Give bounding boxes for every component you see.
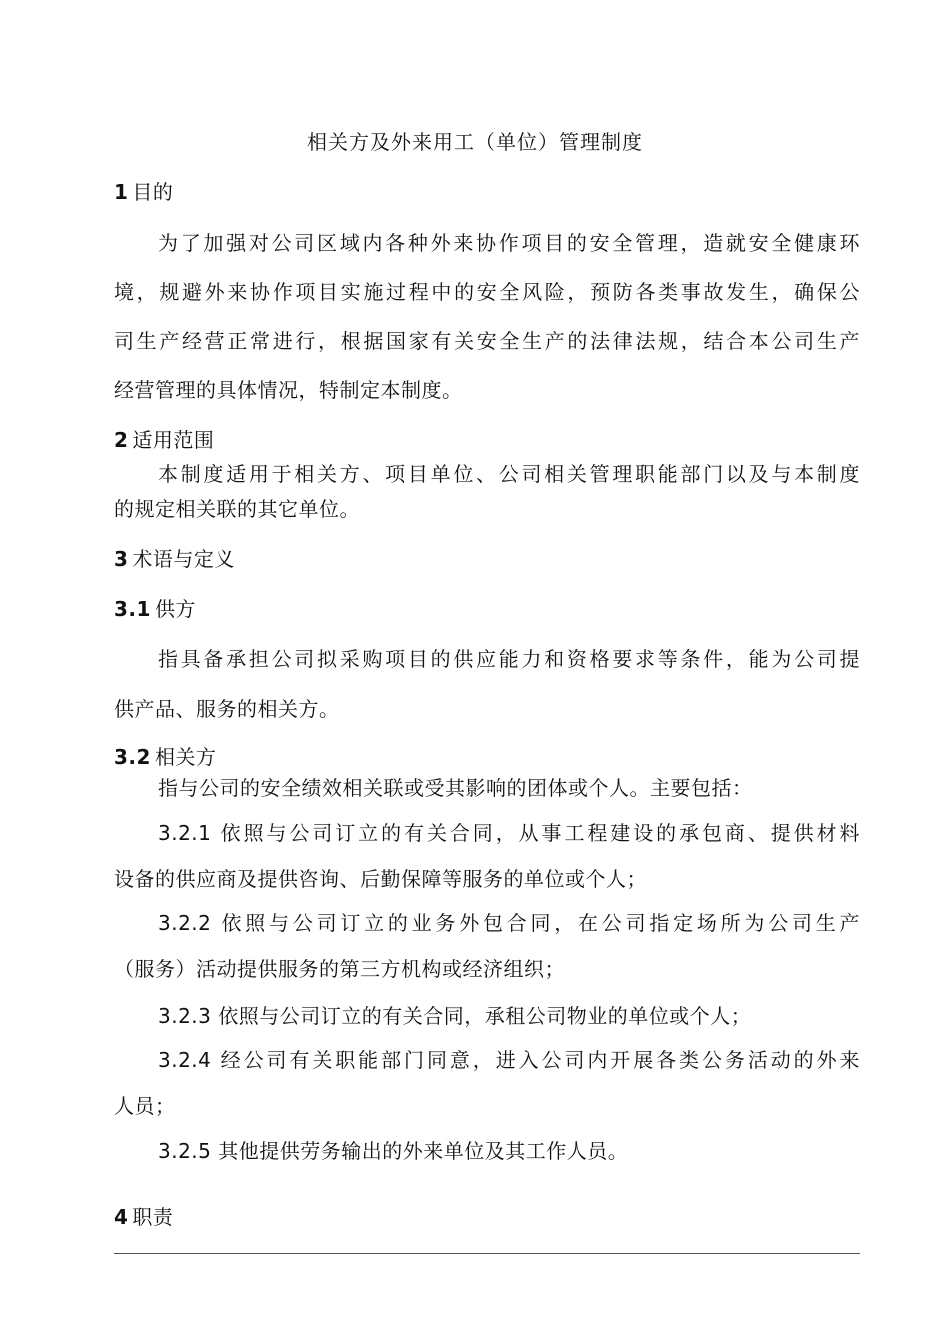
section-number: 1: [114, 180, 129, 204]
section-title: 术语与定义: [132, 547, 235, 571]
paragraph-line: 指与公司的安全绩效相关联或受其影响的团体或个人。主要包括：: [158, 776, 753, 800]
section-heading-1: [114, 180, 860, 204]
paragraph-line: 司生产经营正常进行，根据国家有关安全生产的法律法规，结合本公司生产: [114, 329, 860, 353]
section-title: 供方: [154, 597, 196, 621]
paragraph-line: 3.2.4 经公司有关职能部门同意，进入公司内开展各类公务活动的外来: [158, 1048, 860, 1072]
paragraph-line: 为了加强对公司区域内各种外来协作项目的安全管理，造就安全健康环: [158, 231, 860, 255]
section-title: 职责: [132, 1205, 174, 1229]
section-number: 3.2: [114, 745, 151, 769]
section-heading-4: [114, 1205, 860, 1229]
section-number: 2: [114, 428, 129, 452]
paragraph-line: 本制度适用于相关方、项目单位、公司相关管理职能部门以及与本制度: [158, 462, 860, 486]
paragraph-line: 设备的供应商及提供咨询、后勤保障等服务的单位或个人；: [114, 867, 647, 891]
section-heading-3: [114, 547, 860, 571]
section-title: 目的: [132, 180, 174, 204]
paragraph-line: 3.2.1 依照与公司订立的有关合同，从事工程建设的承包商、提供材料: [158, 821, 860, 845]
paragraph-line: 3.2.3 依照与公司订立的有关合同，承租公司物业的单位或个人；: [158, 1004, 752, 1028]
paragraph-line: 3.2.5 其他提供劳务输出的外来单位及其工作人员。: [158, 1139, 629, 1163]
section-heading-3-2: [114, 745, 860, 769]
paragraph-line: 供产品、服务的相关方。: [114, 697, 340, 721]
section-heading-3-1: [114, 597, 860, 621]
section-number: 3.1: [114, 597, 151, 621]
document-title: 相关方及外来用工（单位）管理制度: [307, 130, 643, 154]
section-heading-2: [114, 428, 860, 452]
section-title: 相关方: [154, 745, 217, 769]
footer-divider: [114, 1253, 860, 1254]
paragraph-line: 经营管理的具体情况，特制定本制度。: [114, 378, 463, 402]
paragraph-line: 3.2.2 依照与公司订立的业务外包合同，在公司指定场所为公司生产: [158, 911, 860, 935]
section-number: 4: [114, 1205, 129, 1229]
paragraph-line: （服务）活动提供服务的第三方机构或经济组织；: [114, 957, 565, 981]
section-number: 3: [114, 547, 129, 571]
paragraph-line: 指具备承担公司拟采购项目的供应能力和资格要求等条件，能为公司提: [158, 647, 860, 671]
section-title: 适用范围: [132, 428, 215, 452]
paragraph-line: 境，规避外来协作项目实施过程中的安全风险，预防各类事故发生，确保公: [114, 280, 860, 304]
paragraph-line: 的规定相关联的其它单位。: [114, 497, 360, 521]
paragraph-line: 人员；: [114, 1094, 176, 1118]
